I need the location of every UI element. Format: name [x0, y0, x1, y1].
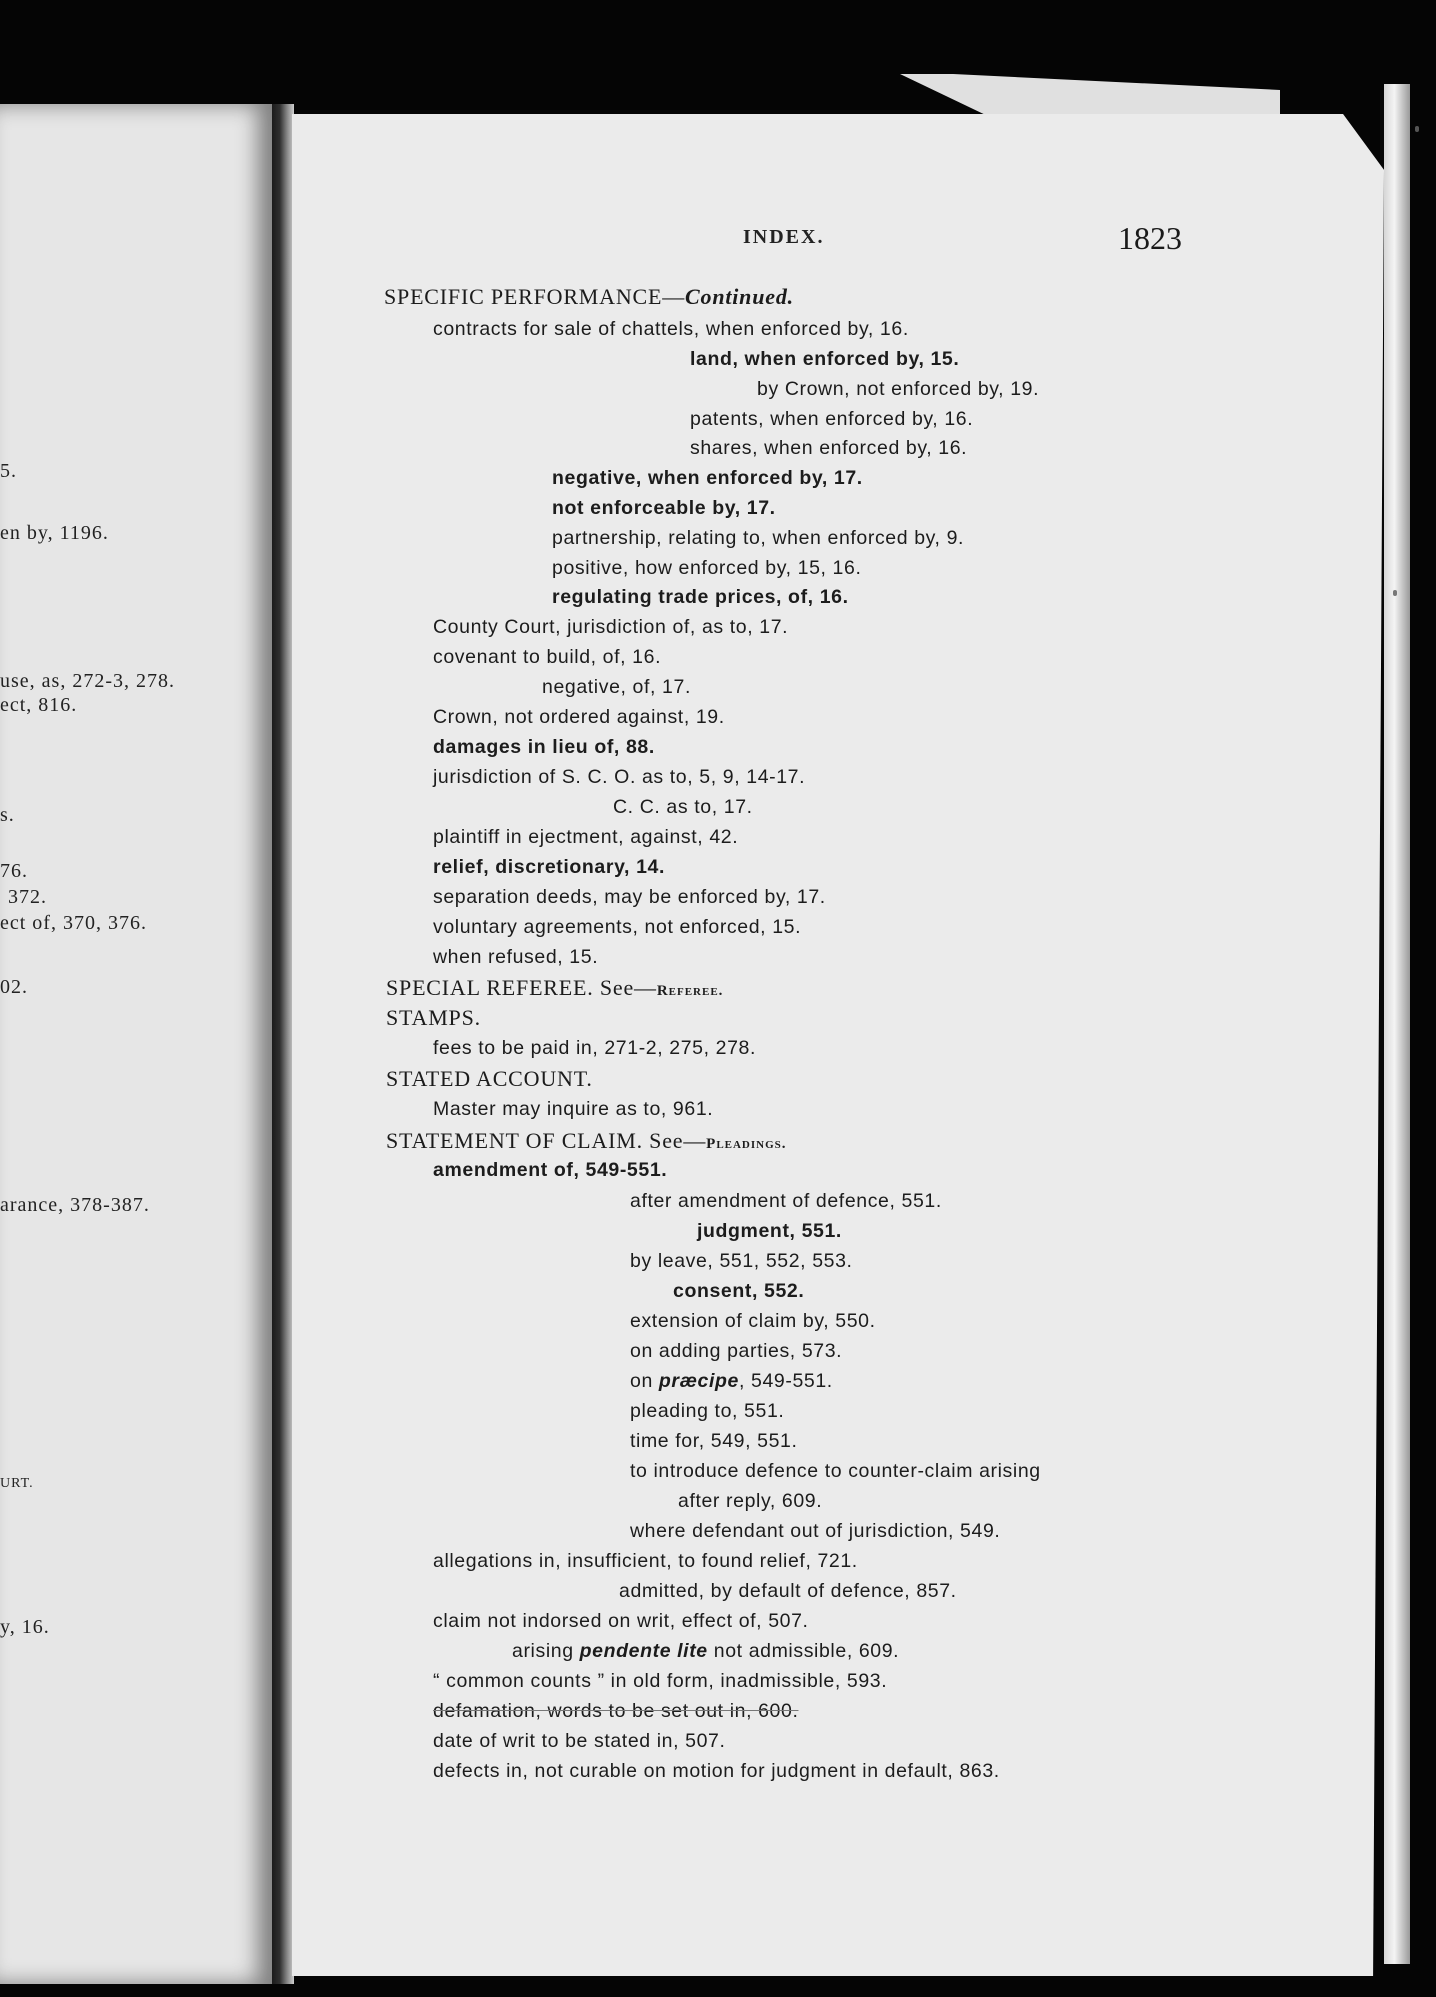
index-entry: C. C. as to, 17.	[613, 796, 753, 818]
left-fragment: y, 16.	[0, 1616, 50, 1638]
page-edge	[1384, 84, 1410, 1964]
index-entry: Master may inquire as to, 961.	[433, 1098, 714, 1120]
index-entry: “ common counts ” in old form, inadmissible, 593.	[433, 1670, 888, 1692]
index-entry: relief, discretionary, 14.	[433, 856, 666, 878]
index-entry: judgment, 551.	[697, 1220, 842, 1242]
index-entry: allegations in, insufficient, to found relief, 721.	[433, 1550, 858, 1572]
index-entry: time for, 549, 551.	[630, 1430, 798, 1452]
index-entry: after reply, 609.	[678, 1490, 823, 1512]
index-entry: to introduce defence to counter-claim arising	[630, 1460, 1041, 1482]
index-entry: negative, of, 17.	[542, 676, 691, 698]
index-entry: pleading to, 551.	[630, 1400, 785, 1422]
index-entry: separation deeds, may be enforced by, 17.	[433, 886, 826, 908]
left-fragment: URT.	[0, 1476, 34, 1491]
index-entry: plaintiff in ejectment, against, 42.	[433, 826, 739, 848]
index-entry: voluntary agreements, not enforced, 15.	[433, 916, 802, 938]
index-entry: date of writ to be stated in, 507.	[433, 1730, 726, 1752]
index-entry: arising pendente lite not admissible, 609.	[512, 1640, 900, 1662]
index-entry: covenant to build, of, 16.	[433, 646, 662, 668]
index-heading: STAMPS.	[386, 1005, 481, 1030]
index-entry: by leave, 551, 552, 553.	[630, 1250, 853, 1272]
left-facing-page	[0, 104, 272, 1984]
left-fragment: en by, 1196.	[0, 522, 109, 544]
index-entry: when refused, 15.	[433, 946, 599, 968]
index-entry: patents, when enforced by, 16.	[690, 408, 974, 430]
left-fragment: 5.	[0, 460, 17, 482]
index-entry: extension of claim by, 550.	[630, 1310, 876, 1332]
index-entry: admitted, by default of defence, 857.	[619, 1580, 957, 1602]
index-entry: where defendant out of jurisdiction, 549.	[630, 1520, 1001, 1542]
index-entry: defects in, not curable on motion for judgment in default, 863.	[433, 1760, 1000, 1782]
page-number: 1823	[1118, 220, 1182, 256]
index-entry: shares, when enforced by, 16.	[690, 437, 968, 459]
index-entry: amendment of, 549-551.	[433, 1159, 668, 1181]
book-gutter	[272, 104, 294, 1984]
left-fragment: arance, 378-387.	[0, 1194, 150, 1216]
running-head: INDEX.	[743, 226, 825, 248]
index-entry: on adding parties, 573.	[630, 1340, 843, 1362]
left-fragment: ect of, 370, 376.	[0, 912, 147, 934]
left-fragment: ect, 816.	[0, 694, 78, 716]
index-entry: regulating trade prices, of, 16.	[552, 586, 849, 608]
index-entry: contracts for sale of chattels, when enforced by, 16.	[433, 318, 909, 340]
index-entry: defamation, words to be set out in, 600.	[433, 1700, 799, 1722]
dust-speck	[1415, 126, 1419, 132]
left-fragment: use, as, 272-3, 278.	[0, 670, 175, 692]
page-tear	[900, 74, 1280, 114]
dust-speck	[1393, 590, 1397, 596]
index-entry: fees to be paid in, 271-2, 275, 278.	[433, 1037, 756, 1059]
index-entry: claim not indorsed on writ, effect of, 507.	[433, 1610, 809, 1632]
index-heading: SPECIAL REFEREE. See—Referee.	[386, 975, 724, 1000]
left-fragment: s.	[0, 804, 15, 826]
left-fragment: 76.	[0, 860, 28, 882]
index-entry: on præcipe, 549-551.	[630, 1370, 833, 1392]
index-entry: consent, 552.	[673, 1280, 805, 1302]
index-entry: by Crown, not enforced by, 19.	[757, 378, 1040, 400]
index-heading: SPECIFIC PERFORMANCE—Continued.	[384, 284, 794, 309]
index-entry: jurisdiction of S. C. O. as to, 5, 9, 14-17.	[433, 766, 806, 788]
index-entry: damages in lieu of, 88.	[433, 736, 655, 758]
left-fragment: 02.	[0, 976, 28, 998]
index-entry: positive, how enforced by, 15, 16.	[552, 557, 862, 579]
index-entry: County Court, jurisdiction of, as to, 17.	[433, 616, 789, 638]
index-entry: negative, when enforced by, 17.	[552, 467, 863, 489]
index-entry: not enforceable by, 17.	[552, 497, 776, 519]
index-entry: partnership, relating to, when enforced by, 9.	[552, 527, 965, 549]
index-entry: after amendment of defence, 551.	[630, 1190, 942, 1212]
index-entry: Crown, not ordered against, 19.	[433, 706, 725, 728]
left-fragment: 372.	[8, 886, 47, 908]
index-entry: land, when enforced by, 15.	[690, 348, 960, 370]
index-heading: STATED ACCOUNT.	[386, 1066, 593, 1091]
index-heading: STATEMENT OF CLAIM. See—Pleadings.	[386, 1128, 787, 1153]
